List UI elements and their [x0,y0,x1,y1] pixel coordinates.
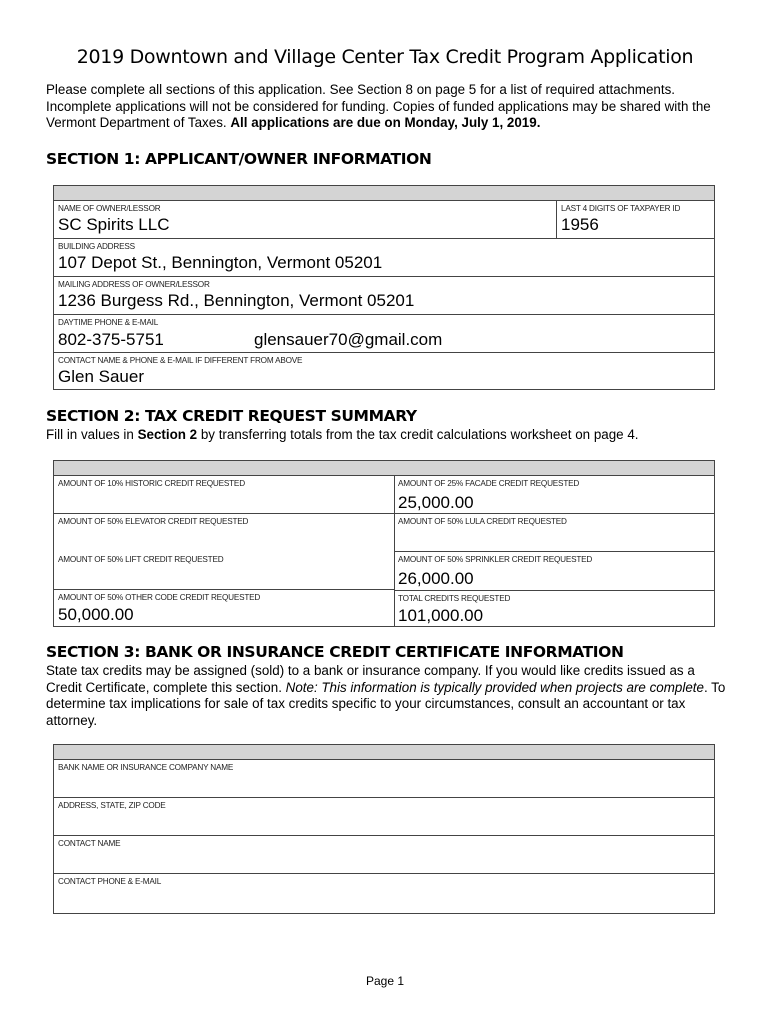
owner-value[interactable]: SC Spirits LLC [58,215,170,234]
owner-label: NAME OF OWNER/LESSOR [58,204,161,213]
section2-sub-post: by transferring totals from the tax credit calculations worksheet on page 4. [200,427,639,442]
bank-contact-label: CONTACT NAME [58,839,121,848]
section3-instructions [46,663,726,729]
intro-paragraph [46,82,726,132]
section3-sub-post: . To determine tax implications for sale of tax credits specific to your circumstances, consult an accountant or tax attorney. [46,679,726,728]
section3-header-bar [54,745,714,760]
section2-form [53,460,715,627]
phone-email-field[interactable] [54,315,714,353]
section3-heading: SECTION 3: BANK OR INSURANCE CREDIT CERTIFICATE INFORMATION [46,643,624,661]
section1-heading: SECTION 1: APPLICANT/OWNER INFORMATION [46,150,432,168]
section2-instructions [46,427,726,444]
bank-phone-field[interactable] [54,874,714,913]
sprinkler-credit-label: AMOUNT OF 50% SPRINKLER CREDIT REQUESTED [398,555,593,564]
section2-header-bar [54,461,714,476]
contact-field[interactable] [54,353,714,389]
mailing-address-label: MAILING ADDRESS OF OWNER/LESSOR [58,280,210,289]
page-title: 2019 Downtown and Village Center Tax Credit Program Application [76,46,694,68]
section2-sub-bold: Section 2 [137,427,198,442]
mailing-address-value[interactable]: 1236 Burgess Rd., Bennington, Vermont 05201 [58,291,415,310]
total-credits-label: TOTAL CREDITS REQUESTED [398,594,511,603]
contact-label: CONTACT NAME & PHONE & E-MAIL IF DIFFERENT FROM ABOVE [58,356,303,365]
other-credit-field[interactable] [54,590,394,626]
section2-heading: SECTION 2: TAX CREDIT REQUEST SUMMARY [46,407,417,425]
lift-credit-field[interactable] [54,552,394,590]
lift-credit-label: AMOUNT OF 50% LIFT CREDIT REQUESTED [58,555,224,564]
email-value[interactable]: glensauer70@gmail.com [254,330,443,349]
taxid-field[interactable] [557,201,714,239]
historic-credit-label: AMOUNT OF 10% HISTORIC CREDIT REQUESTED [58,479,245,488]
mailing-address-field[interactable] [54,277,714,315]
intro-text: Please complete all sections of this application. See Section 8 on page 5 for a list of required attachments. Incomplete applications will not be considered for funding. Copies of funded applications may be shared with the Vermont Department of Taxes. [46,82,711,130]
taxid-label: LAST 4 DIGITS OF TAXPAYER ID [561,204,681,213]
section3-form [53,744,715,914]
building-address-label: BUILDING ADDRESS [58,242,135,251]
page-number: Page 1 [365,974,405,988]
phone-value[interactable]: 802-375-5751 [58,330,164,349]
contact-value[interactable]: Glen Sauer [58,367,144,386]
facade-credit-field[interactable] [394,476,714,514]
bank-name-label: BANK NAME OR INSURANCE COMPANY NAME [58,763,234,772]
section3-sub-pre: State tax credits may be assigned (sold) to a bank or insurance company. If you would like credits issued as a Credit Certificate, complete this section. [46,663,695,695]
total-credits-field[interactable] [394,590,714,626]
section1-form [53,185,715,390]
section2-sub-pre: Fill in values in [46,427,134,442]
due-date-notice: All applications are due on Monday, July 1, 2019. [230,115,541,130]
bank-contact-field[interactable] [54,836,714,874]
section3-note: Note: This information is typically provided when projects are complete [285,679,704,695]
facade-credit-label: AMOUNT OF 25% FACADE CREDIT REQUESTED [398,479,580,488]
owner-field[interactable] [54,201,556,239]
section1-header-bar [54,186,714,201]
total-credits-value[interactable]: 101,000.00 [398,606,484,625]
other-credit-value[interactable]: 50,000.00 [58,605,134,624]
phone-email-label: DAYTIME PHONE & E-MAIL [58,318,159,327]
facade-credit-value[interactable]: 25,000.00 [398,493,474,512]
lula-credit-label: AMOUNT OF 50% LULA CREDIT REQUESTED [398,517,567,526]
bank-address-label: ADDRESS, STATE, ZIP CODE [58,801,166,810]
sprinkler-credit-field[interactable] [394,552,714,590]
elevator-credit-label: AMOUNT OF 50% ELEVATOR CREDIT REQUESTED [58,517,249,526]
sprinkler-credit-value[interactable]: 26,000.00 [398,569,474,588]
bank-name-field[interactable] [54,760,714,798]
building-address-field[interactable] [54,239,714,277]
taxid-value[interactable]: 1956 [561,215,599,234]
bank-address-field[interactable] [54,798,714,836]
historic-credit-field[interactable] [54,476,394,514]
other-credit-label: AMOUNT OF 50% OTHER CODE CREDIT REQUESTED [58,593,261,602]
bank-phone-label: CONTACT PHONE & E-MAIL [58,877,162,886]
elevator-credit-field[interactable] [54,514,394,552]
building-address-value[interactable]: 107 Depot St., Bennington, Vermont 05201 [58,253,383,272]
lula-credit-field[interactable] [394,514,714,552]
